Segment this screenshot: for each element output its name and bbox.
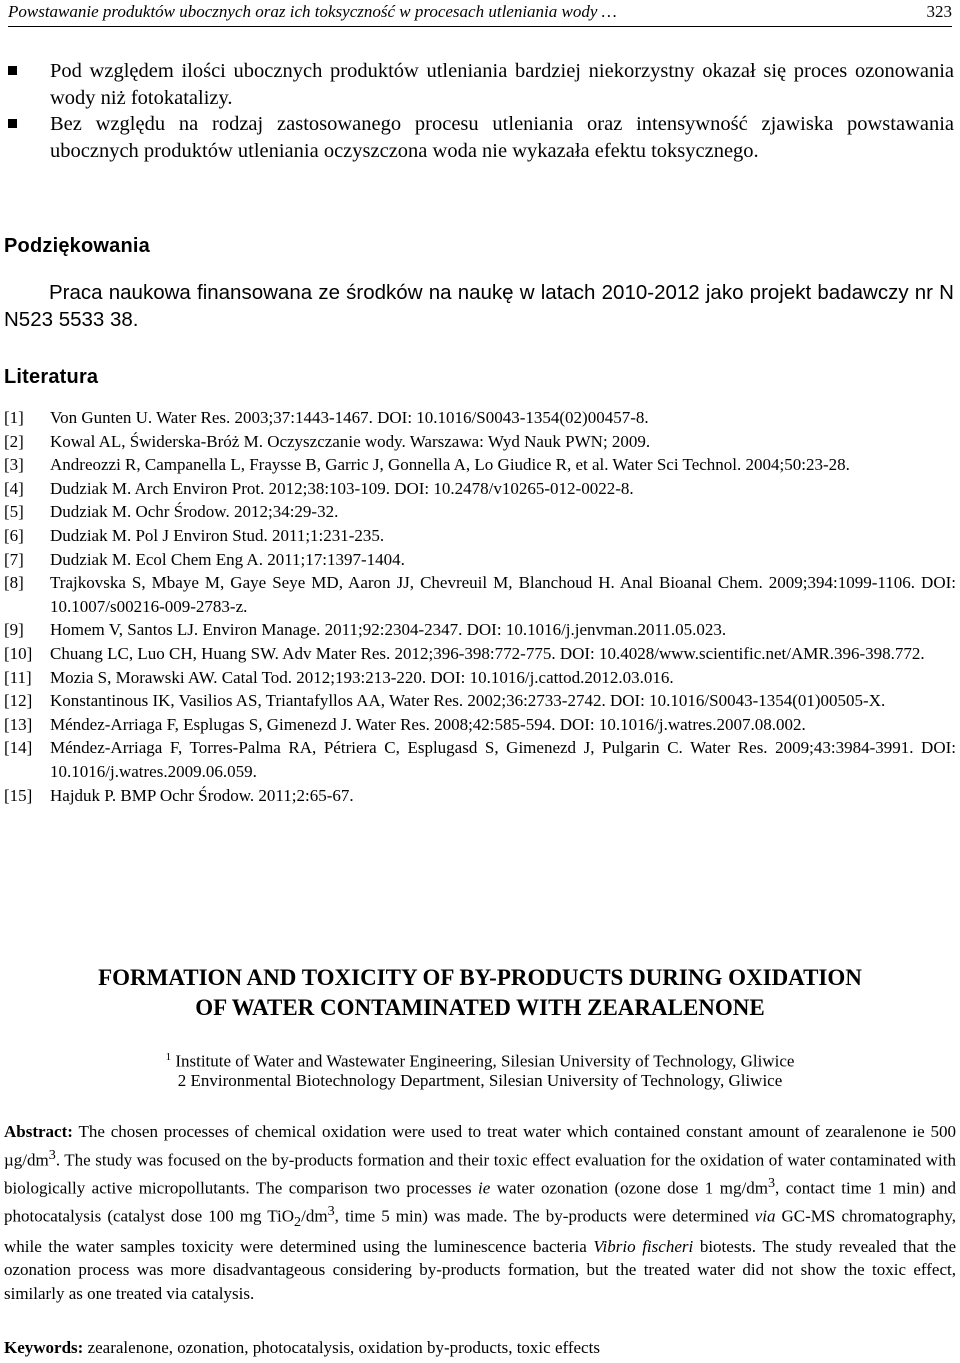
abstract-italic: Vibrio fischeri: [593, 1236, 694, 1256]
reference-item: [4, 736, 956, 783]
keywords-text: zearalenone, ozonation, photocatalysis, oxidation by-products, toxic effects: [87, 1338, 600, 1357]
abstract-subscript: 2: [294, 1214, 302, 1231]
reference-number: [5]: [4, 502, 24, 522]
reference-item: [4, 713, 956, 737]
acknowledgements-heading: Podziękowania: [4, 235, 150, 257]
abstract-superscript: 3: [48, 1146, 56, 1163]
reference-number: [7]: [4, 549, 24, 569]
reference-text: Trajkovska S, Mbaye M, Gaye Seye MD, Aaron JJ, Chevreuil M, Blanchoud H. Anal Bioanal Chem. 2009;394:1099-1106. DOI: 10.1007/s00216-009-2783-z.: [50, 573, 956, 616]
reference-number: [13]: [4, 714, 33, 734]
reference-text: Andreozzi R, Campanella L, Fraysse B, Garric J, Gonnella A, Lo Giudice R, et al. Water Sci Technol. 2004;50:23-28.: [50, 455, 850, 475]
reference-number: [1]: [4, 408, 24, 427]
abstract-text: biotests. The study revealed that the ozonation process was more disadvantageous considering by-products formation, but the treated water did not show the toxic effect, similarly as one treated via catalysis.: [4, 1236, 956, 1303]
abstract-italic: via: [754, 1206, 776, 1226]
conclusion-text: Pod względem ilości ubocznych produktów utleniania bardziej niekorzystny okazał się proces ozonowania wody niż fotokatalizy.: [50, 60, 954, 109]
reference-text: Homem V, Santos LJ. Environ Manage. 2011;92:2304-2347. DOI: 10.1016/j.jenvman.2011.05.023.: [50, 620, 727, 640]
reference-text: Mozia S, Morawski AW. Catal Tod. 2012;193:213-220. DOI: 10.1016/j.cattod.2012.03.016.: [50, 667, 674, 687]
reference-item: [4, 689, 956, 713]
reference-text: Von Gunten U. Water Res. 2003;37:1443-1467. DOI: 10.1016/S0043-1354(02)00457-8.: [50, 408, 649, 427]
abstract-superscript: 3: [327, 1203, 335, 1220]
reference-number: [9]: [4, 620, 24, 640]
abstract-text: water ozonation (ozone dose 1 mg/dm: [490, 1178, 768, 1198]
abstract-text: . The study was focused on the by-products formation and their toxic effect evaluation for the oxidation of water contaminated with biologically active micropollutants. The comparison two processes: [4, 1150, 956, 1198]
abstract-text: GC-MS chromatography, while the water samples toxicity were determined using the luminescence bacteria: [4, 1206, 956, 1256]
reference-text: Dudziak M. Pol J Environ Stud. 2011;1:231-235.: [50, 525, 385, 545]
reference-number: [8]: [4, 573, 24, 593]
conclusion-item: [8, 58, 954, 111]
reference-number: [11]: [4, 667, 32, 687]
reference-list: [4, 406, 956, 807]
abstract-text: The chosen processes of chemical oxidation were used to treat water which contained constant amount of zearalenone ie 500 µg/dm: [4, 1122, 956, 1170]
reference-item: [4, 453, 956, 477]
abstract-superscript: 3: [767, 1174, 776, 1191]
reference-number: [15]: [4, 785, 33, 805]
affiliation-1: [0, 1046, 960, 1073]
running-header: [8, 0, 952, 27]
abstract-label: Abstract:: [4, 1122, 73, 1141]
affiliation-2: [0, 1070, 960, 1092]
english-title: [0, 963, 960, 1023]
abstract-text: , contact time 1 min) and photocatalysis (catalyst dose 100 mg TiO: [4, 1178, 957, 1226]
abstract-italic: ie: [478, 1178, 491, 1198]
reference-number: [12]: [4, 691, 33, 711]
keywords: [4, 1336, 956, 1359]
affiliation-text: Institute of Water and Wastewater Engineering, Silesian University of Technology, Gliwice: [175, 1051, 795, 1071]
running-title: Powstawanie produktów ubocznych oraz ich toksyczność w procesach utleniania wody …: [8, 2, 617, 21]
abstract: [4, 1120, 956, 1306]
reference-number: [14]: [4, 738, 33, 758]
reference-item: [4, 500, 956, 524]
reference-text: Méndez-Arriaga F, Torres-Palma RA, Pétriera C, Esplugasd S, Gimenezd J, Pulgarin C. Water Res. 2009;43:3984-3991. DOI: 10.1016/j.watres.2009.06.059.: [50, 738, 956, 781]
square-bullet-icon: [8, 119, 17, 128]
reference-text: Konstantinous IK, Vasilios AS, Triantafyllos AA, Water Res. 2002;36:2733-2742. DOI: 10.1016/S0043-1354(01)00505-X.: [50, 691, 886, 711]
english-title-line: FORMATION AND TOXICITY OF BY-PRODUCTS DURING OXIDATION: [98, 965, 862, 990]
conclusions-list: [8, 58, 954, 164]
affiliation-mark: 1: [165, 1051, 172, 1063]
reference-item: [4, 548, 956, 572]
abstract-text: , time 5 min) was made. The by-products were determined: [334, 1206, 755, 1226]
conclusion-text: Bez względu na rodzaj zastosowanego procesu utleniania oraz intensywność zjawiska powstawania ubocznych produktów utleniania oczyszczona woda nie wykazała efektu toksycznego.: [50, 113, 954, 162]
reference-text: Chuang LC, Luo CH, Huang SW. Adv Mater Res. 2012;396-398:772-775. DOI: 10.4028/www.scientific.net/AMR.396-398.772.: [50, 643, 925, 663]
reference-item: [4, 618, 956, 642]
reference-item: [4, 666, 956, 690]
keywords-label: Keywords:: [4, 1338, 84, 1357]
reference-text: Dudziak M. Arch Environ Prot. 2012;38:103-109. DOI: 10.2478/v10265-012-0022-8.: [50, 478, 634, 498]
reference-number: [6]: [4, 525, 24, 545]
reference-number: [4]: [4, 478, 24, 498]
affiliation-mark: 2: [177, 1071, 187, 1090]
reference-number: [2]: [4, 431, 24, 451]
reference-item: [4, 406, 956, 430]
reference-item: [4, 784, 956, 808]
square-bullet-icon: [8, 66, 17, 75]
reference-item: [4, 430, 956, 454]
acknowledgements-text: Praca naukowa finansowana ze środków na naukę w latach 2010-2012 jako projekt badawczy nr N N523 5533 38.: [4, 281, 954, 331]
reference-item: [4, 642, 956, 666]
affiliation-text: Environmental Biotechnology Department, Silesian University of Technology, Gliwice: [190, 1071, 783, 1090]
reference-number: [3]: [4, 455, 24, 475]
page-number: 323: [926, 2, 952, 21]
english-title-line: OF WATER CONTAMINATED WITH ZEARALENONE: [195, 995, 765, 1020]
reference-text: Méndez-Arriaga F, Esplugas S, Gimenezd J. Water Res. 2008;42:585-594. DOI: 10.1016/j.watres.2007.08.002.: [50, 714, 806, 734]
reference-text: Dudziak M. Ochr Środow. 2012;34:29-32.: [50, 502, 339, 522]
literature-heading: Literatura: [4, 366, 99, 388]
reference-item: [4, 571, 956, 618]
conclusion-item: [8, 111, 954, 164]
reference-text: Dudziak M. Ecol Chem Eng A. 2011;17:1397-1404.: [50, 549, 405, 569]
reference-number: [10]: [4, 643, 33, 663]
reference-text: Kowal AL, Świderska-Bróż M. Oczyszczanie wody. Warszawa: Wyd Nauk PWN; 2009.: [50, 431, 651, 451]
reference-item: [4, 477, 956, 501]
abstract-text: /dm: [301, 1206, 328, 1226]
reference-item: [4, 524, 956, 548]
reference-text: Hajduk P. BMP Ochr Środow. 2011;2:65-67.: [50, 785, 354, 805]
